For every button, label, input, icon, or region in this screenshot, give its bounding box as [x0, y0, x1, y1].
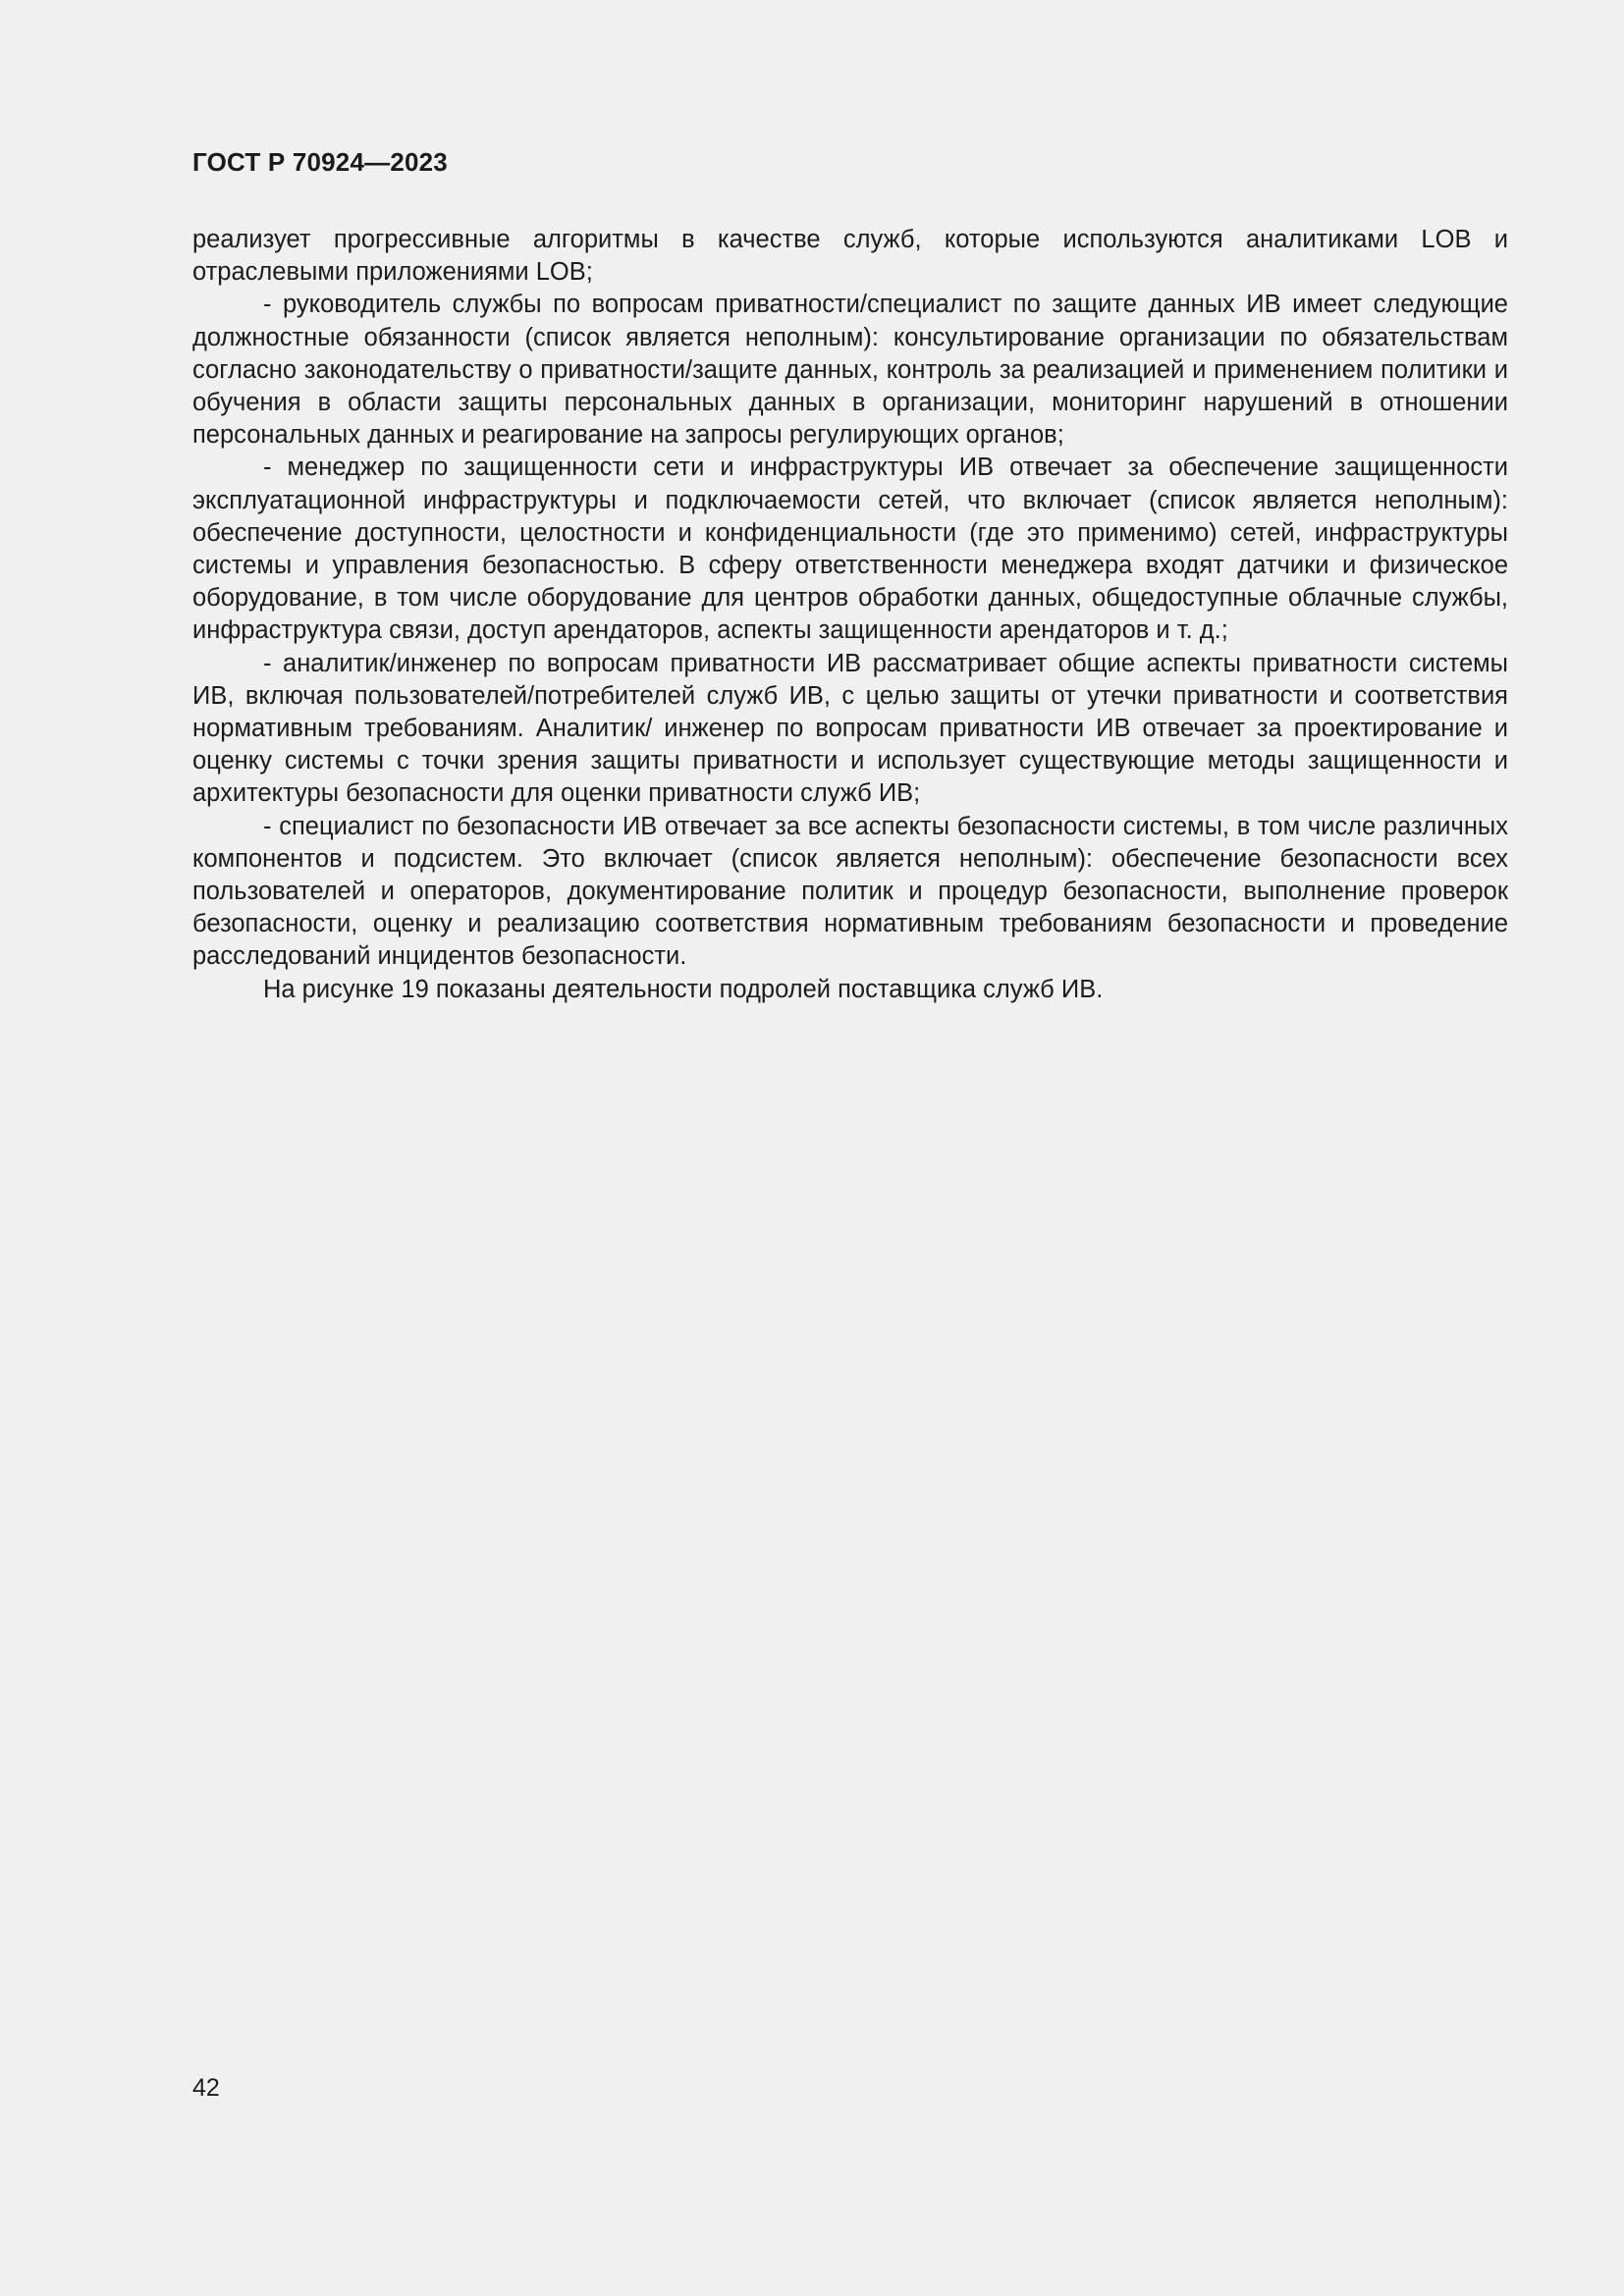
document-body	[192, 224, 1508, 1006]
list-item-privacy-officer: - руководитель службы по вопросам приватности/специалист по защите данных ИВ имеет следующие должностные обязанности (список является неполным): консультирование организации по обязательствам согласно законодательству о приватности/защите данных, контроль за реализацией и применением политики и обучения в области защиты персональных данных в организации, мониторинг нарушений в отношении персональных данных и реагирование на запросы регулирующих органов;	[192, 291, 1508, 450]
list-item-privacy-analyst: - аналитик/инженер по вопросам приватности ИВ рассматривает общие аспекты приватности системы ИВ, включая пользователей/потребителей служб ИВ, с целью защиты от утечки приватности и соответствия нормативным требованиям. Аналитик/ инженер по вопросам приватности ИВ отвечает за проектирование и оценку системы с точки зрения защиты приватности и использует существующие методы защищенности и архитектуры безопасности для оценки приватности служб ИВ;	[192, 649, 1508, 808]
list-item-security-specialist: - специалист по безопасности ИВ отвечает за все аспекты безопасности системы, в том числе различных компонентов и подсистем. Это включает (список является неполным): обеспечение безопасности всех пользователей и операторов, документирование политик и процедур безопасности, выполнение проверок безопасности, оценку и реализацию соответствия нормативным требованиям безопасности и проведение расследований инцидентов безопасности.	[192, 812, 1508, 971]
page-number: 42	[192, 2074, 220, 2102]
document-header: ГОСТ Р 70924—2023	[192, 147, 448, 177]
paragraph-figure-reference: На рисунке 19 показаны деятельности подролей поставщика служб ИВ.	[263, 975, 1104, 1003]
paragraph-continuation: реализует прогрессивные алгоритмы в качестве служб, которые используются аналитиками LOB и отраслевыми приложениями LOB;	[192, 226, 1508, 287]
list-item-network-security-manager: - менеджер по защищенности сети и инфраструктуры ИВ отвечает за обеспечение защищенности эксплуатационной инфраструктуры и подключаемости сетей, что включает (список является неполным): обеспечение доступности, целостности и конфиденциальности (где это применимо) сетей, инфраструктуры системы и управления безопасностью. В сферу ответственности менеджера входят датчики и физическое оборудование, в том числе оборудование для центров обработки данных, общедоступные облачные службы, инфраструктура связи, доступ арендаторов, аспекты защищенности арендаторов и т. д.;	[192, 454, 1508, 645]
